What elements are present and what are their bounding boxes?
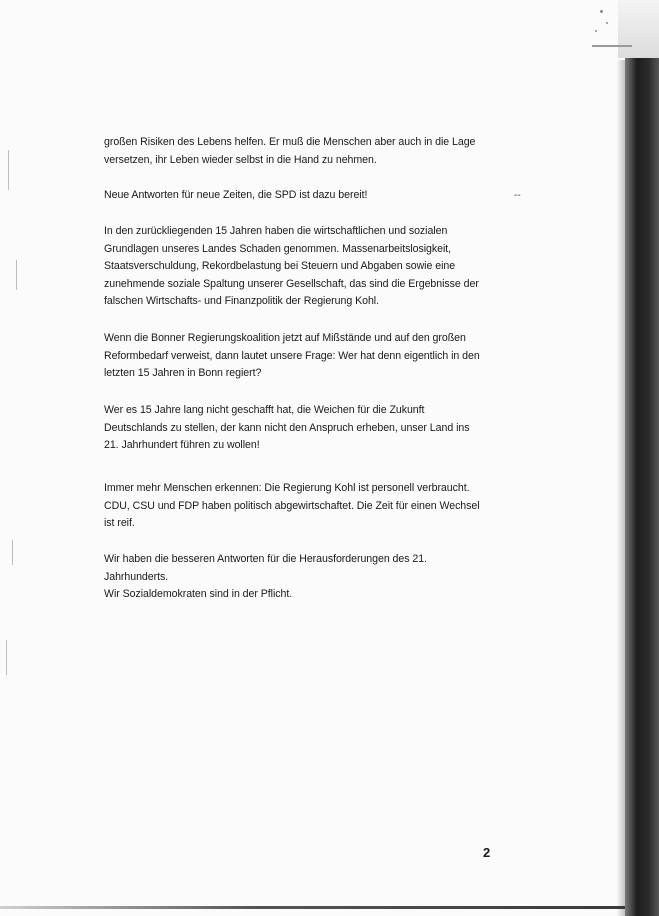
text-line: versetzen, ihr Leben wieder selbst in die Hand zu nehmen.	[104, 153, 377, 166]
scan-artifact-left-3	[12, 540, 13, 565]
page-edge-shadow	[625, 58, 659, 916]
text-line: falschen Wirtschafts- und Finanzpolitik der Regierung Kohl.	[104, 295, 379, 307]
text-line: zunehmende soziale Spaltung unserer Gesellschaft, das sind die Ergebnisse der	[104, 277, 479, 290]
scan-speck	[606, 22, 608, 24]
text-line: Wir Sozialdemokraten sind in der Pflicht.	[104, 588, 293, 600]
text-line: Neue Antworten für neue Zeiten, die SPD ist dazu bereit!	[104, 189, 368, 201]
paragraph-4	[104, 330, 504, 383]
scan-artifact-left-4	[6, 640, 7, 675]
text-line: 21. Jahrhundert führen zu wollen!	[104, 439, 260, 451]
text-line: Staatsverschuldung, Rekordbelastung bei Steuern und Abgaben sowie eine	[104, 260, 456, 272]
paragraph-5	[104, 402, 504, 455]
page-number: 2	[483, 845, 491, 860]
page-corner-shadow	[618, 0, 659, 58]
scan-artifact-left-1	[8, 150, 9, 190]
paragraph-6	[104, 480, 504, 533]
paragraph-1	[104, 134, 504, 169]
text-line: großen Risiken des Lebens helfen. Er muß die Menschen aber auch in die Lage	[104, 136, 476, 148]
text-line: Immer mehr Menschen erkennen: Die Regierung Kohl ist personell verbraucht.	[104, 482, 470, 494]
text-line: letzten 15 Jahren in Bonn regiert?	[104, 367, 262, 379]
text-line: Wir haben die besseren Antworten für die Herausforderungen des 21.	[104, 553, 427, 565]
text-line: ist reif.	[104, 517, 135, 529]
text-line: Deutschlands zu stellen, der kann nicht den Anspruch erheben, unser Land ins	[104, 421, 470, 434]
margin-mark: --	[514, 190, 521, 201]
text-line: Wenn die Bonner Regierungskoalition jetzt auf Mißstände und auf den großen	[104, 332, 466, 344]
text-line: Jahrhunderts.	[104, 570, 169, 583]
bottom-edge-shadow	[0, 906, 625, 909]
text-line: Wer es 15 Jahre lang nicht geschafft hat, die Weichen für die Zukunft	[104, 404, 425, 416]
paragraph-3	[104, 223, 504, 311]
paragraph-7	[104, 551, 504, 604]
text-line: Reformbedarf verweist, dann lautet unsere Frage: Wer hat denn eigentlich in den	[104, 349, 480, 362]
scan-artifact-line	[592, 45, 632, 47]
text-line: CDU, CSU und FDP haben politisch abgewirtschaftet. Die Zeit für einen Wechsel	[104, 499, 480, 512]
scan-speck	[600, 10, 603, 13]
scan-artifact-left-2	[16, 260, 17, 290]
text-line: Grundlagen unseres Landes Schaden genommen. Massenarbeitslosigkeit,	[104, 242, 452, 255]
paragraph-2	[104, 187, 504, 205]
scan-speck	[595, 30, 597, 32]
text-line: In den zurückliegenden 15 Jahren haben die wirtschaftlichen und sozialen	[104, 225, 448, 237]
